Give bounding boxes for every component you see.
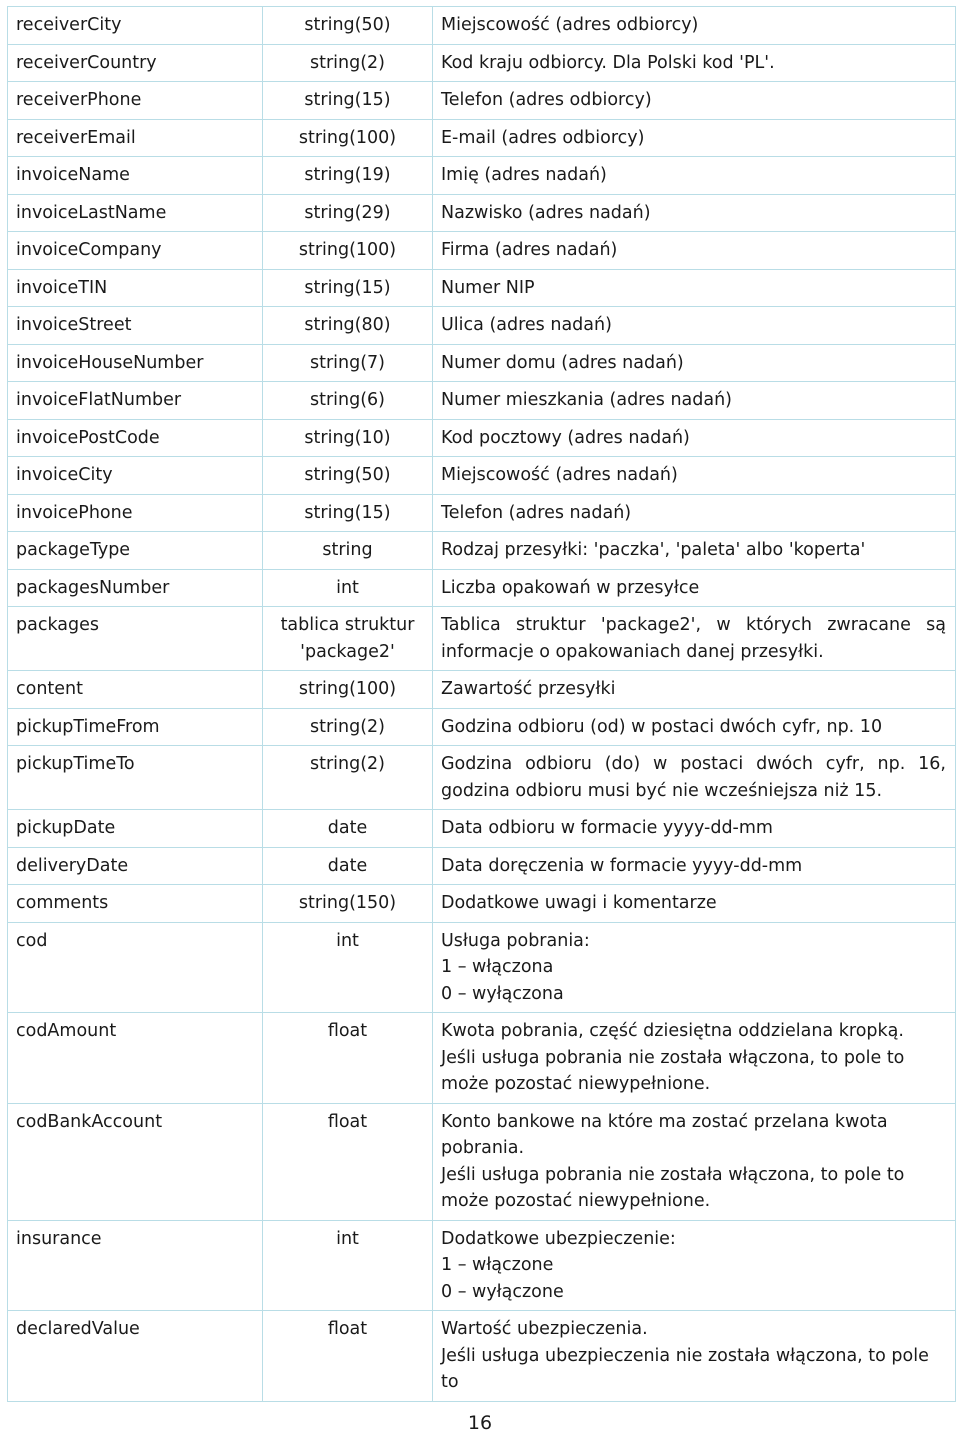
field-type-cell: string(2): [263, 708, 433, 746]
field-type-cell: int: [263, 922, 433, 1013]
field-description-cell: Telefon (adres odbiorcy): [433, 82, 956, 120]
field-name-cell: comments: [8, 885, 263, 923]
field-type-cell: string(19): [263, 157, 433, 195]
table-row: [8, 419, 956, 457]
field-type-cell: float: [263, 1311, 433, 1402]
page-number: 16: [467, 1412, 493, 1434]
table-row: [8, 708, 956, 746]
field-type-cell: string(29): [263, 194, 433, 232]
table-row: [8, 457, 956, 495]
field-name-cell: pickupTimeTo: [8, 746, 263, 810]
table-row: [8, 7, 956, 45]
field-name-cell: invoiceFlatNumber: [8, 382, 263, 420]
table-row: [8, 382, 956, 420]
field-name-cell: invoiceName: [8, 157, 263, 195]
table-row: [8, 1103, 956, 1220]
table-row: [8, 671, 956, 709]
field-description-cell: Imię (adres nadań): [433, 157, 956, 195]
field-description-cell: Kod kraju odbiorcy. Dla Polski kod 'PL'.: [433, 44, 956, 82]
table-row: [8, 269, 956, 307]
table-row: [8, 1311, 956, 1402]
parameter-table-body: [8, 7, 956, 1402]
field-name-cell: content: [8, 671, 263, 709]
table-row: [8, 307, 956, 345]
field-description-cell: E-mail (adres odbiorcy): [433, 119, 956, 157]
field-type-cell: string(15): [263, 269, 433, 307]
field-type-cell: string(150): [263, 885, 433, 923]
field-type-cell: float: [263, 1103, 433, 1220]
field-description-cell: Godzina odbioru (do) w postaci dwóch cyfr, np. 16, godzina odbioru musi być nie wcześniejsza niż 15.: [433, 746, 956, 810]
field-description-cell: Liczba opakowań w przesyłce: [433, 569, 956, 607]
field-name-cell: packagesNumber: [8, 569, 263, 607]
field-name-cell: cod: [8, 922, 263, 1013]
field-type-cell: date: [263, 810, 433, 848]
field-name-cell: pickupTimeFrom: [8, 708, 263, 746]
field-name-cell: invoiceLastName: [8, 194, 263, 232]
field-description-cell: Godzina odbioru (od) w postaci dwóch cyfr, np. 10: [433, 708, 956, 746]
field-description-cell: Dodatkowe uwagi i komentarze: [433, 885, 956, 923]
field-description-cell: Wartość ubezpieczenia. Jeśli usługa ubezpieczenia nie została włączona, to pole to: [433, 1311, 956, 1402]
field-description-cell: Numer domu (adres nadań): [433, 344, 956, 382]
field-description-cell: Tablica struktur 'package2', w których zwracane są informacje o opakowaniach danej przesyłki.: [433, 607, 956, 671]
field-name-cell: declaredValue: [8, 1311, 263, 1402]
field-name-cell: invoiceCompany: [8, 232, 263, 270]
field-type-cell: string: [263, 532, 433, 570]
table-row: [8, 44, 956, 82]
table-row: [8, 569, 956, 607]
field-description-cell: Miejscowość (adres odbiorcy): [433, 7, 956, 45]
field-description-cell: Zawartość przesyłki: [433, 671, 956, 709]
field-description-cell: Telefon (adres nadań): [433, 494, 956, 532]
field-description-cell: Numer mieszkania (adres nadań): [433, 382, 956, 420]
table-row: [8, 810, 956, 848]
field-description-cell: Usługa pobrania: 1 – włączona 0 – wyłączona: [433, 922, 956, 1013]
field-type-cell: int: [263, 569, 433, 607]
field-description-cell: Data doręczenia w formacie yyyy-dd-mm: [433, 847, 956, 885]
field-name-cell: invoiceTIN: [8, 269, 263, 307]
field-description-cell: Kod pocztowy (adres nadań): [433, 419, 956, 457]
field-type-cell: string(2): [263, 746, 433, 810]
field-name-cell: codAmount: [8, 1013, 263, 1104]
field-type-cell: string(100): [263, 671, 433, 709]
table-row: [8, 607, 956, 671]
table-row: [8, 157, 956, 195]
field-name-cell: receiverCountry: [8, 44, 263, 82]
field-description-cell: Miejscowość (adres nadań): [433, 457, 956, 495]
field-type-cell: tablica struktur 'package2': [263, 607, 433, 671]
table-row: [8, 847, 956, 885]
field-name-cell: deliveryDate: [8, 847, 263, 885]
table-row: [8, 344, 956, 382]
field-name-cell: codBankAccount: [8, 1103, 263, 1220]
field-name-cell: invoicePhone: [8, 494, 263, 532]
field-description-cell: Kwota pobrania, część dziesiętna oddzielana kropką. Jeśli usługa pobrania nie została włączona, to pole to może pozostać niewypełnione.: [433, 1013, 956, 1104]
field-description-cell: Ulica (adres nadań): [433, 307, 956, 345]
field-type-cell: string(80): [263, 307, 433, 345]
field-type-cell: string(50): [263, 7, 433, 45]
table-row: [8, 532, 956, 570]
field-name-cell: invoiceCity: [8, 457, 263, 495]
table-row: [8, 1013, 956, 1104]
field-type-cell: string(10): [263, 419, 433, 457]
field-name-cell: pickupDate: [8, 810, 263, 848]
field-name-cell: receiverEmail: [8, 119, 263, 157]
table-row: [8, 494, 956, 532]
field-description-cell: Rodzaj przesyłki: 'paczka', 'paleta' albo 'koperta': [433, 532, 956, 570]
parameter-table: [7, 6, 956, 1402]
field-type-cell: string(100): [263, 232, 433, 270]
field-name-cell: packageType: [8, 532, 263, 570]
field-type-cell: float: [263, 1013, 433, 1104]
field-type-cell: int: [263, 1220, 433, 1311]
table-row: [8, 119, 956, 157]
field-description-cell: Data odbioru w formacie yyyy-dd-mm: [433, 810, 956, 848]
field-description-cell: Konto bankowe na które ma zostać przelana kwota pobrania. Jeśli usługa pobrania nie została włączona, to pole to może pozostać niewypełnione.: [433, 1103, 956, 1220]
field-description-cell: Dodatkowe ubezpieczenie: 1 – włączone 0 – wyłączone: [433, 1220, 956, 1311]
field-type-cell: string(7): [263, 344, 433, 382]
field-name-cell: invoiceHouseNumber: [8, 344, 263, 382]
field-description-cell: Firma (adres nadań): [433, 232, 956, 270]
field-name-cell: invoiceStreet: [8, 307, 263, 345]
field-type-cell: string(50): [263, 457, 433, 495]
table-row: [8, 746, 956, 810]
field-description-cell: Numer NIP: [433, 269, 956, 307]
field-description-cell: Nazwisko (adres nadań): [433, 194, 956, 232]
field-name-cell: receiverCity: [8, 7, 263, 45]
field-type-cell: string(15): [263, 494, 433, 532]
field-name-cell: insurance: [8, 1220, 263, 1311]
field-name-cell: invoicePostCode: [8, 419, 263, 457]
field-type-cell: string(6): [263, 382, 433, 420]
field-name-cell: receiverPhone: [8, 82, 263, 120]
table-row: [8, 194, 956, 232]
field-type-cell: string(100): [263, 119, 433, 157]
table-row: [8, 82, 956, 120]
table-row: [8, 885, 956, 923]
field-type-cell: string(15): [263, 82, 433, 120]
table-row: [8, 232, 956, 270]
field-type-cell: date: [263, 847, 433, 885]
table-row: [8, 922, 956, 1013]
field-type-cell: string(2): [263, 44, 433, 82]
table-row: [8, 1220, 956, 1311]
field-name-cell: packages: [8, 607, 263, 671]
